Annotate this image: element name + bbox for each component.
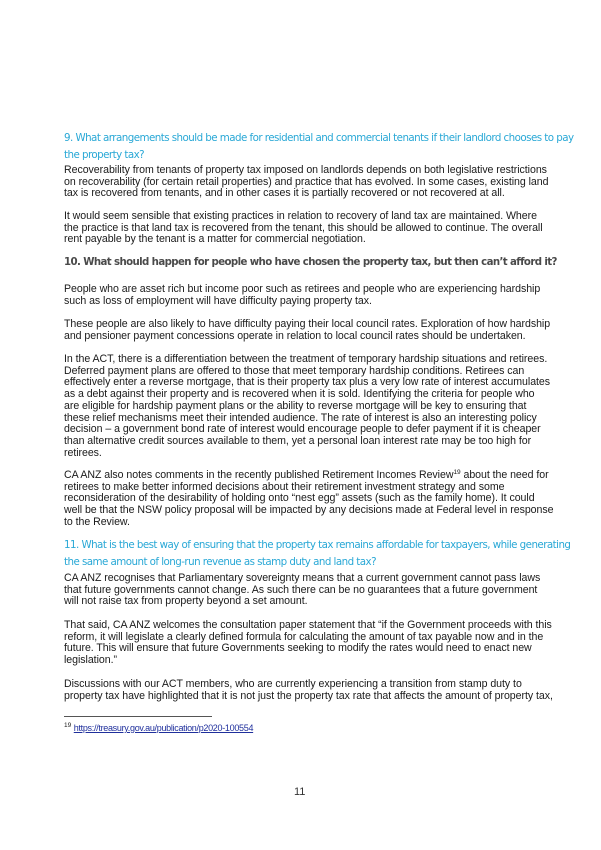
text-line: on recoverability (for certain retail properties) and practice that has evolved. In some cases, existing land [64,175,549,188]
text-line: the practice is that land tax is recovered from the tenant, this should be allowed to continue. The overall [64,221,543,234]
text-line: reform, it will legislate a clearly defined formula for calculating the amount of tax payable now and in the [64,630,544,643]
text-line: rent payable by the tenant is a matter for commercial negotiation. [64,233,366,246]
q10-paragraph-1 [64,284,539,307]
q10-paragraph-3 [64,353,551,459]
text-line: legislation.” [64,654,117,667]
text-line: than alternative credit sources available to them, yet a personal loan interest rate may be too high for [64,434,532,447]
text-line: will not raise tax from property beyond a set amount. [64,595,308,608]
text-line: retirees to make better informed decisions about their retirement investment strategy and some [64,480,505,493]
heading-line: 11. What is the best way of ensuring that the property tax remains affordable for taxpayers, while generating [64,539,571,551]
heading-line: the property tax? [64,149,145,161]
q10-paragraph-2 [64,318,551,342]
text-line: effectively enter a reverse mortgage, that is their property tax plus a very low rate of interest accumulates [64,376,551,389]
question-11-heading [64,537,571,571]
text-line [64,469,549,482]
text-line: reconsideration of the desirability of holding onto “nest egg” assets (such as the family home). It could [64,492,535,505]
text-line: CA ANZ recognises that Parliamentary sovereignty means that a current government cannot pass laws [64,572,541,584]
text-line: these relief mechanisms meet their intended audience. The rate of interest is also an interesting policy [64,411,537,424]
q11-paragraph-1 [64,573,539,608]
text-line: People who are asset rich but income poor such as retirees and people who are experiencing hardship [64,283,541,295]
footnote [64,723,253,733]
text-line: In the ACT, there is a differentiation between the treatment of temporary hardship situations and retirees. [64,353,548,365]
text-line: tax is recovered from tenants, and in other cases it is partially recovered or not recovered at all. [64,187,505,200]
text-line: Recoverability from tenants of property tax imposed on landlords depends on both legislative restrictions [64,164,547,176]
text-line: property tax have highlighted that it is not just the property tax rate that affects the amount of property tax, [64,689,553,702]
heading-line: 10. What should happen for people who have chosen the property tax, but then can’t afford it? [64,257,557,268]
text-run: CA ANZ also notes comments in the recently published Retirement Incomes Review [64,469,454,481]
footnote-reference[interactable]: 19 [453,469,461,476]
text-line: future. This will ensure that future Governments seeking to modify the rates would need to enact new [64,642,532,655]
q11-paragraph-3 [64,678,553,702]
text-line: well be that the NSW policy proposal will be impacted by any decisions made at Federal level in response [64,504,554,517]
text-line: decision – a government bond rate of interest would encourage people to defer payment if it is cheaper [64,423,541,436]
question-10-heading [64,256,557,270]
text-line: as a debt against their property and is recovered when it is sold. Identifying the criteria for people who [64,388,535,401]
text-line: retirees. [64,446,102,459]
text-line: such as loss of employment will have difficulty paying property tax. [64,294,372,307]
text-line: and pensioner payment concessions operate in relation to local council rates should be undertaken. [64,329,526,342]
heading-line: the same amount of long-run revenue as stamp duty and land tax? [64,556,376,568]
footnote-separator [64,716,212,717]
footnote-number: 19 [64,722,72,729]
q10-paragraph-4 [64,469,554,529]
text-line: Deferred payment plans are offered to those that meet temporary hardship conditions. Retirees can [64,364,525,377]
text-line: to the Review. [64,515,130,528]
text-line: Discussions with our ACT members, who are currently experiencing a transition from stamp duty to [64,678,522,690]
text-line: That said, CA ANZ welcomes the consultation paper statement that “if the Government proceeds with this [64,619,552,631]
footnote-link[interactable]: https://treasury.gov.au/publication/p2020-100554 [73,723,254,733]
page-number: 11 [294,786,306,798]
heading-line: 9. What arrangements should be made for residential and commercial tenants if their landlord chooses to pay [64,132,574,144]
text-line: that future governments cannot change. As such there can be no guarantees that a future government [64,583,538,596]
question-9-heading [64,130,574,164]
text-line: It would seem sensible that existing practices in relation to recovery of land tax are maintained. Where [64,210,537,222]
q11-paragraph-2 [64,619,552,667]
q9-paragraph-2 [64,210,543,246]
text-line: are eligible for hardship payment plans or the ability to reverse mortgage will be key to ensuring that [64,399,527,412]
text-run: about the need for [460,469,549,481]
q9-paragraph-1 [64,164,549,200]
text-line: These people are also likely to have difficulty paying their local council rates. Exploration of how hardship [64,318,551,330]
